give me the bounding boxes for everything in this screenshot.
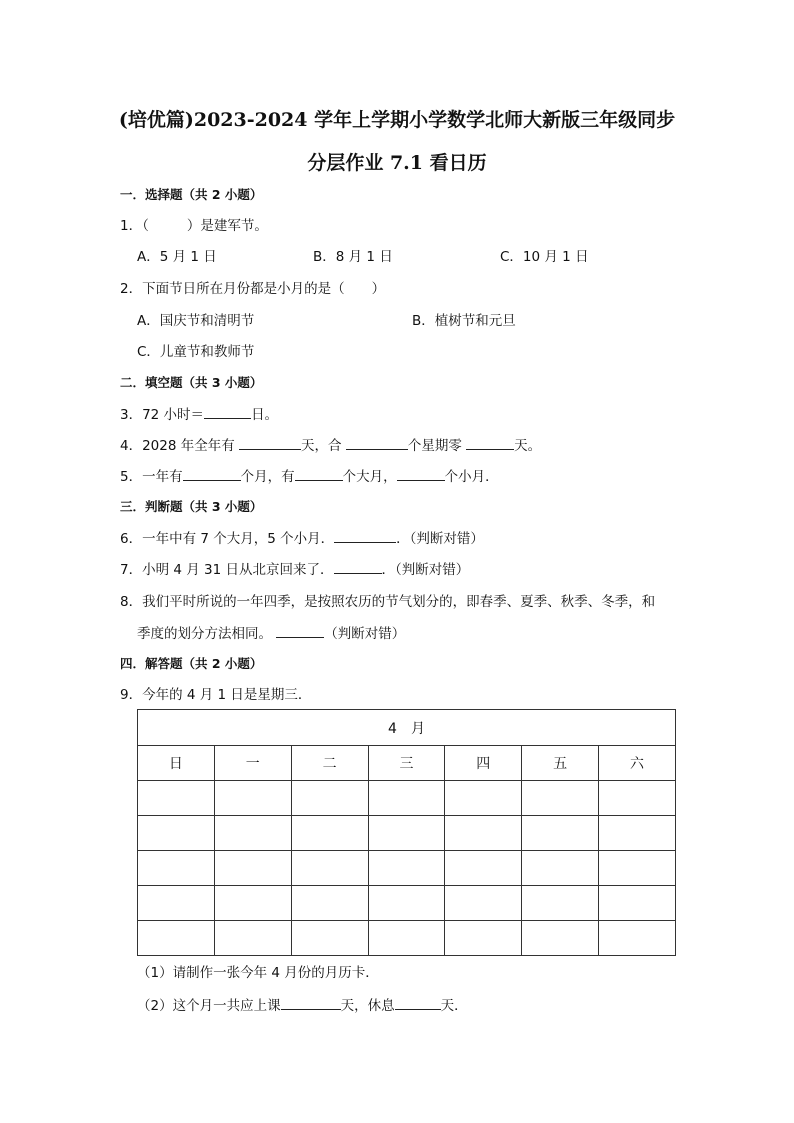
day-cell [445, 781, 522, 816]
answer-blank [466, 435, 514, 450]
answer-blank [346, 435, 408, 450]
answer-blank [239, 435, 301, 450]
q1-option-a: A．5 月 1 日 [137, 249, 217, 265]
answer-blank [397, 466, 445, 481]
weekday-cell: 三 [368, 746, 445, 781]
day-cell [368, 781, 445, 816]
calendar-week-row [138, 816, 676, 851]
day-cell [214, 781, 291, 816]
question-4-part2: 天，合 [301, 438, 346, 454]
question-1-prefix: 1．（ [120, 218, 149, 234]
question-9-sub2-suffix: 天． [440, 998, 468, 1014]
calendar-weekday-row [138, 746, 676, 781]
q2-option-c: C．儿童节和教师节 [137, 344, 255, 360]
question-3-prefix: 3．72 小时＝ [120, 407, 205, 423]
question-5-part1: 5．一年有 [120, 469, 183, 485]
question-9-sub1: （1）请制作一张今年 4 月份的月历卡． [137, 965, 379, 981]
calendar-week-row [138, 921, 676, 956]
answer-blank [395, 995, 441, 1010]
question-5 [120, 466, 499, 487]
day-cell [599, 921, 676, 956]
question-8-prefix: 季度的划分方法相同。 [137, 626, 277, 642]
question-2: 2．下面节日所在月份都是小月的是（ ） [120, 281, 386, 297]
question-4-part4: 天。 [514, 438, 542, 454]
question-5-part2: 个月，有 [240, 469, 295, 485]
day-cell [214, 816, 291, 851]
day-cell [445, 921, 522, 956]
question-9-sub2-mid: 天，休息 [340, 998, 395, 1014]
day-cell [291, 921, 368, 956]
day-cell [522, 886, 599, 921]
question-8-suffix: （判断对错） [324, 626, 406, 642]
weekday-cell: 四 [445, 746, 522, 781]
question-6 [120, 528, 484, 549]
day-cell [522, 851, 599, 886]
section-heading-solve: 四．解答题（共 2 小题） [120, 656, 263, 671]
question-1 [120, 216, 268, 236]
day-cell [214, 851, 291, 886]
question-8-line1: 8．我们平时所说的一年四季，是按照农历的节气划分的，即春季、夏季、秋季、冬季，和 [120, 594, 656, 610]
calendar-week-row [138, 886, 676, 921]
calendar-week-row [138, 781, 676, 816]
calendar-month-header: 4 月 [138, 710, 676, 746]
page-title-line1: (培优篇)2023-2024 学年上学期小学数学北师大新版三年级同步 [118, 109, 676, 131]
q1-option-c: C．10 月 1 日 [500, 249, 589, 265]
day-cell [368, 921, 445, 956]
answer-blank [281, 995, 341, 1010]
question-3-suffix: 日。 [251, 407, 279, 423]
question-4-part1: 4．2028 年全年有 [120, 438, 240, 454]
weekday-cell: 二 [291, 746, 368, 781]
calendar-month-row [138, 710, 676, 746]
section-heading-fill: 二．填空题（共 3 小题） [120, 375, 263, 390]
q2-option-b: B．植树节和元旦 [412, 313, 516, 329]
question-5-part4: 个小月． [444, 469, 499, 485]
day-cell [445, 816, 522, 851]
question-9: 9．今年的 4 月 1 日是星期三． [120, 687, 312, 703]
question-6-suffix: ．（判断对错） [396, 531, 484, 547]
answer-blank [334, 559, 382, 574]
day-cell [214, 886, 291, 921]
answer-blank [183, 466, 241, 481]
day-cell [214, 921, 291, 956]
question-7 [120, 559, 469, 580]
day-cell [522, 781, 599, 816]
question-8-line2 [137, 623, 405, 644]
question-6-prefix: 6．一年中有 7 个大月，5 个小月． [120, 531, 335, 547]
day-cell [291, 851, 368, 886]
answer-blank [276, 623, 324, 638]
answer-blank [334, 528, 396, 543]
day-cell [522, 921, 599, 956]
question-1-suffix: ）是建军节。 [186, 218, 268, 234]
weekday-cell: 一 [214, 746, 291, 781]
question-4-part3: 个星期零 [407, 438, 467, 454]
day-cell [291, 816, 368, 851]
question-7-prefix: 7．小明 4 月 31 日从北京回来了． [120, 562, 334, 578]
day-cell [368, 816, 445, 851]
day-cell [138, 781, 215, 816]
section-heading-judge: 三．判断题（共 3 小题） [120, 499, 263, 514]
day-cell [599, 781, 676, 816]
day-cell [368, 851, 445, 886]
question-5-part3: 个大月， [342, 469, 397, 485]
day-cell [291, 886, 368, 921]
weekday-cell: 六 [599, 746, 676, 781]
question-9-sub2-prefix: （2）这个月一共应上课 [137, 998, 281, 1014]
day-cell [368, 886, 445, 921]
answer-blank [204, 404, 251, 419]
q1-option-b: B．8 月 1 日 [313, 249, 393, 265]
question-9-sub2 [137, 995, 468, 1016]
q2-option-a: A．国庆节和清明节 [137, 313, 255, 329]
calendar-table [137, 709, 676, 956]
weekday-cell: 五 [522, 746, 599, 781]
day-cell [445, 886, 522, 921]
day-cell [291, 781, 368, 816]
weekday-cell: 日 [138, 746, 215, 781]
day-cell [522, 816, 599, 851]
question-3 [120, 404, 278, 425]
question-7-suffix: ．（判断对错） [381, 562, 470, 578]
day-cell [138, 921, 215, 956]
section-heading-choice: 一．选择题（共 2 小题） [120, 187, 263, 202]
day-cell [599, 816, 676, 851]
answer-blank [295, 466, 343, 481]
calendar-week-row [138, 851, 676, 886]
day-cell [138, 851, 215, 886]
day-cell [599, 886, 676, 921]
day-cell [138, 886, 215, 921]
day-cell [599, 851, 676, 886]
page-title-line2: 分层作业 7.1 看日历 [307, 152, 487, 174]
question-4 [120, 435, 541, 456]
day-cell [445, 851, 522, 886]
day-cell [138, 816, 215, 851]
